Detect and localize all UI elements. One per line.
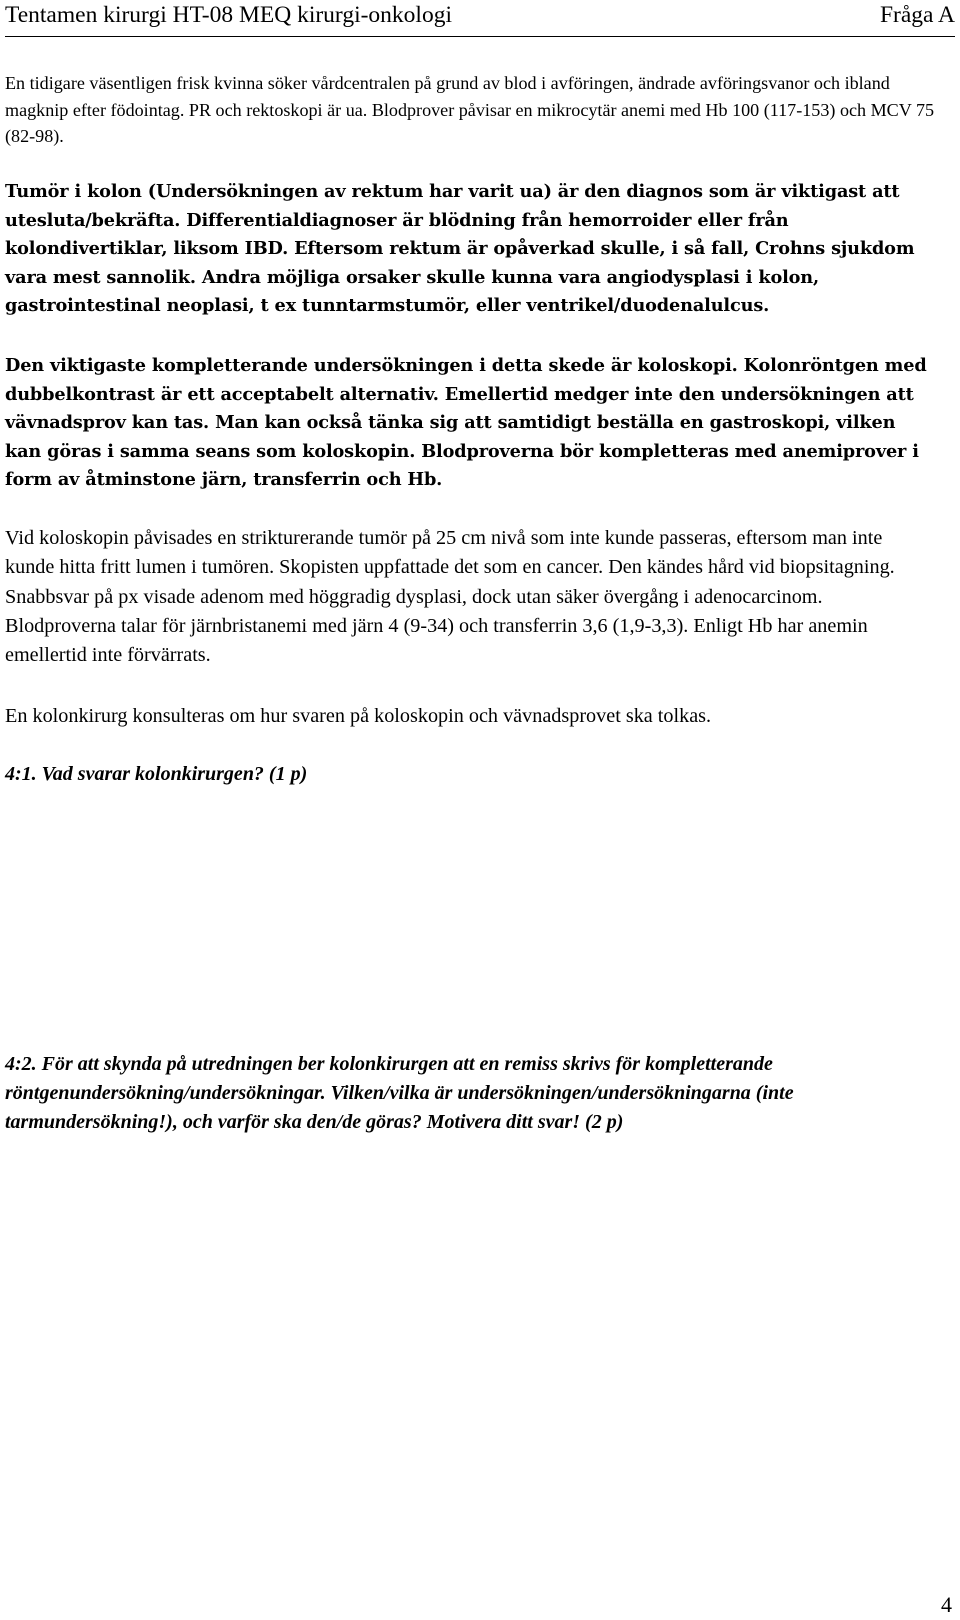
question-label: Fråga A bbox=[879, 2, 955, 28]
page-header bbox=[5, 0, 955, 37]
page-number: 4 bbox=[941, 1592, 952, 1617]
case-paragraph-consultation: En kolonkirurg konsulteras om hur svaren på koloskopin och vävnadsprovet ska tolkas. bbox=[5, 705, 712, 727]
question-4-2: 4:2. För att skynda på utredningen ber kolonkirurgen att en remiss skrivs för kompletterande röntgenundersökning/undersökningar. Vilken/vilka är undersökningen/undersökningarna (inte tarmundersökning!), och varför ska den/de göras? Motivera ditt svar! (2 p) bbox=[5, 1053, 794, 1133]
case-intro: En tidigare väsentligen frisk kvinna söker vårdcentralen på grund av blod i avföringen, ändrade avföringsvanor och ibland magknip efter födointag. PR och rektoskopi är ua. Blodprover påvisar en mikrocytär anemi med Hb 100 (117-153) och MCV 75 (82-98). bbox=[5, 73, 935, 146]
question-4-1: 4:1. Vad svarar kolonkirurgen? (1 p) bbox=[5, 763, 308, 785]
case-paragraph-colonoscopy: Vid koloskopin påvisades en strikturerande tumör på 25 cm nivå som inte kunde passeras, eftersom man inte kunde hitta fritt lumen i tumören. Skopisten uppfattade det som en cancer. Den kändes hård vid biopsitagning. Snabbsvar på px visade adenom med höggradig dysplasi, dock utan säker övergång i adenocarcinom. Blodproverna talar för järnbristanemi med järn 4 (9-34) och transferrin 3,6 (1,9-3,3). Enligt Hb har anemin emellertid inte förvärrats. bbox=[5, 527, 895, 667]
answer-block-differential: Tumör i kolon (Undersökningen av rektum har varit ua) är den diagnos som är viktigast att utesluta/bekräfta. Differentialdiagnoser är blödning från hemorroider eller från kolondivertiklar, liksom IBD. Eftersom rektum är opåverkad skulle, i så fall, Crohns sjukdom vara mest sannolik. Andra möjliga orsaker skulle kunna vara angiodysplasi i kolon, gastrointestinal neoplasi, t ex tunntarmstumör, eller ventrikel/duodenalulcus. bbox=[5, 181, 915, 317]
answer-block-examination: Den viktigaste kompletterande undersökningen i detta skede är koloskopi. Kolonröntgen med dubbelkontrast är ett acceptabelt alternativ. Emellertid medger inte den undersökningen att vävnadsprov kan tas. Man kan också tänka sig att samtidigt beställa en gastroskopi, vilken kan göras i samma seans som koloskopin. Blodproverna bör kompletteras med anemiprover i form av åtminstone järn, transferrin och Hb. bbox=[5, 355, 927, 491]
exam-title: Tentamen kirurgi HT-08 MEQ kirurgi-onkologi bbox=[5, 2, 452, 28]
